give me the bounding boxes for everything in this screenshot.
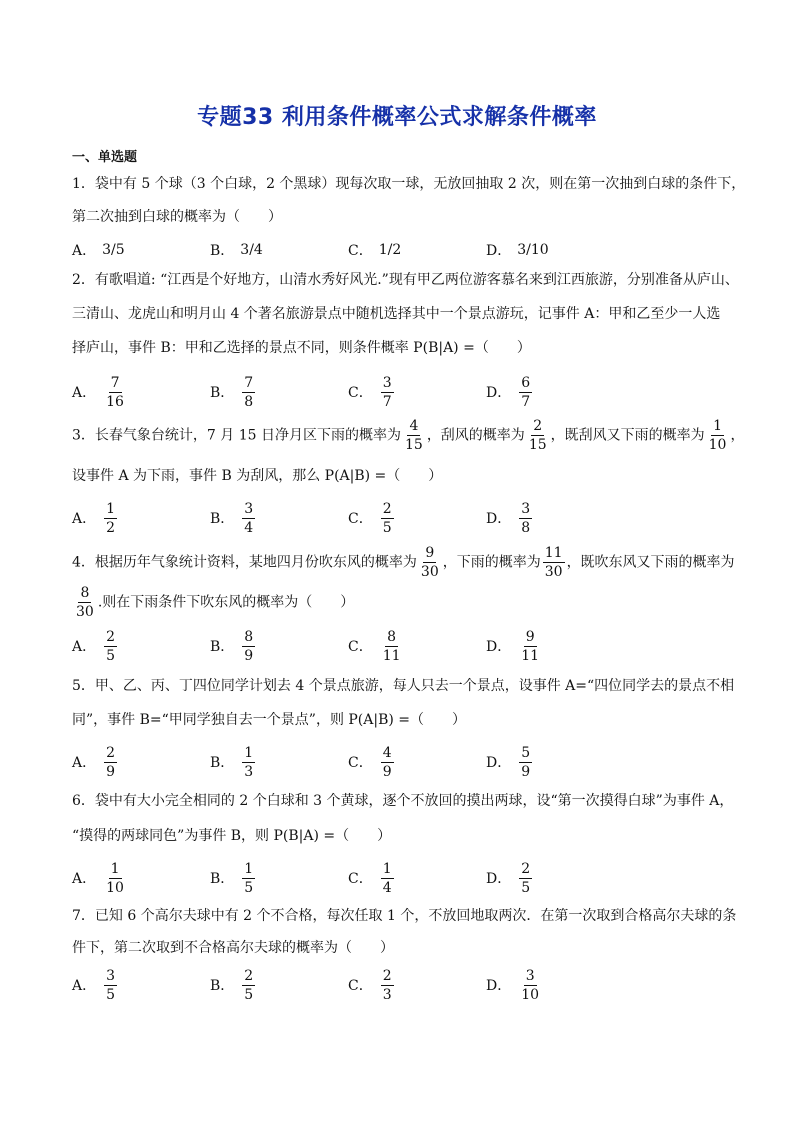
question-7-options (72, 965, 732, 1005)
fraction: $\frac{3}{4}$ (244, 500, 254, 536)
fraction: $\frac{5}{9}$ (521, 744, 531, 780)
question-2-line-2: 三清山、龙虎山和明月山 4 个著名旅游景点中随机选择其中一个景点游玩，记事件 A：甲和乙至少一人选 (72, 306, 721, 322)
q5-option-b[interactable]: B． $\frac{1}{3}$ (210, 744, 254, 780)
fraction: $\frac{2}{15}$ (528, 418, 547, 453)
q3-option-a[interactable]: A． $\frac{1}{2}$ (72, 500, 116, 536)
q7-option-b[interactable]: B． $\frac{2}{5}$ (210, 967, 254, 1003)
question-6-line-2: “摸得的两球同色”为事件 B，则 P(B|A) =（ ） (72, 828, 392, 844)
q6-option-b[interactable]: B． $\frac{1}{5}$ (210, 860, 254, 896)
question-7-line-2: 件下，第二次取到不合格高尔夫球的概率为（ ） (72, 940, 394, 956)
q7-option-d[interactable]: D． $\frac{3}{10}$ (486, 967, 540, 1003)
question-6-options (72, 858, 732, 898)
fraction: $\frac{1}{10}$ (708, 418, 727, 453)
q2-option-b[interactable]: B． $\frac{7}{8}$ (210, 374, 254, 410)
q5-option-d[interactable]: D． $\frac{5}{9}$ (486, 744, 531, 780)
q4-option-a[interactable]: A． $\frac{2}{5}$ (72, 628, 116, 664)
question-2-options (72, 372, 732, 412)
question-2-line-1: 2．有歌唱道: “江西是个好地方，山清水秀好风光.”现有甲乙两位游客慕名来到江西旅游，分别准备从庐山、 (72, 272, 739, 288)
fraction: $\frac{3}{10}$ (521, 967, 540, 1003)
question-7-line-1: 7．已知 6 个高尔夫球中有 2 个不合格，每次任取 1 个，不放回地取两次．在第一次取到合格高尔夫球的条 (72, 908, 737, 924)
question-1-line-2: 第二次抽到白球的概率为（ ） (72, 209, 282, 225)
question-3-line-1: 3．长春气象台统计，7 月 15 日净月区下雨的概率为 $\frac{4}{15}$ ，刮风的概率为 $\frac{2}{15}$ ，既刮风又下雨的概率为 $\frac{1}{10}$ ， (72, 418, 745, 453)
question-5-line-1: 5．甲、乙、丙、丁四位同学计划去 4 个景点旅游，每人只去一个景点，设事件 A=“四位同学去的景点不相 (72, 678, 735, 694)
q3-option-d[interactable]: D． $\frac{3}{8}$ (486, 500, 531, 536)
section-heading: 一、单选题 (72, 150, 138, 165)
fraction: $\frac{4}{9}$ (382, 744, 392, 780)
fraction: $\frac{1}{5}$ (244, 860, 254, 896)
q1-option-c[interactable]: C． 1/2 (348, 242, 402, 259)
question-1-options (72, 240, 732, 260)
q6-option-d[interactable]: D． $\frac{2}{5}$ (486, 860, 531, 896)
fraction: $\frac{6}{7}$ (521, 374, 531, 410)
q4-option-b[interactable]: B． $\frac{8}{9}$ (210, 628, 254, 664)
q7-option-c[interactable]: C． $\frac{2}{3}$ (348, 967, 392, 1003)
question-5-options (72, 742, 732, 782)
q5-option-a[interactable]: A． $\frac{2}{9}$ (72, 744, 116, 780)
q6-option-a[interactable]: A． $\frac{1}{10}$ (72, 860, 124, 896)
fraction: $\frac{3}{5}$ (106, 967, 116, 1003)
q6-option-c[interactable]: C． $\frac{1}{4}$ (348, 860, 392, 896)
q7-option-a[interactable]: A． $\frac{3}{5}$ (72, 967, 116, 1003)
q3-option-b[interactable]: B． $\frac{3}{4}$ (210, 500, 254, 536)
question-3-line-2: 设事件 A 为下雨，事件 B 为刮风，那么 P(A|B) =（ ） (72, 468, 443, 484)
question-6-line-1: 6．袋中有大小完全相同的 2 个白球和 3 个黄球，逐个不放回的摸出两球，设“第一次摸得白球”为事件 A， (72, 793, 734, 809)
fraction: $\frac{1}{10}$ (106, 860, 124, 896)
question-2-line-3: 择庐山，事件 B：甲和乙选择的景点不同，则条件概率 P(B|A) =（ ） (72, 340, 531, 356)
fraction: $\frac{9}{30}$ (420, 545, 439, 580)
fraction: $\frac{2}{5}$ (382, 500, 392, 536)
q3-option-c[interactable]: C． $\frac{2}{5}$ (348, 500, 392, 536)
fraction: $\frac{2}{5}$ (244, 967, 254, 1003)
q1-option-b[interactable]: B． 3/4 (210, 242, 263, 259)
q2-option-c[interactable]: C． $\frac{3}{7}$ (348, 374, 392, 410)
fraction: $\frac{2}{5}$ (521, 860, 531, 896)
question-4-options (72, 626, 732, 666)
q2-option-a[interactable]: A． $\frac{7}{16}$ (72, 374, 124, 410)
question-3-options (72, 498, 732, 538)
fraction: $\frac{3}{8}$ (521, 500, 531, 536)
question-4-line-1: 4．根据历年气象统计资料，某地四月份吹东风的概率为 $\frac{9}{30}$ ，下雨的概率为 $\frac{11}{30}$ ，既吹东风又下雨的概率为 (72, 545, 735, 580)
q5-option-c[interactable]: C． $\frac{4}{9}$ (348, 744, 392, 780)
question-5-line-2: 同”，事件 B=“甲同学独自去一个景点”，则 P(A|B) =（ ） (72, 712, 467, 728)
fraction: $\frac{1}{3}$ (244, 744, 254, 780)
q1-option-d[interactable]: D． 3/10 (486, 242, 549, 259)
q4-option-d[interactable]: D． $\frac{9}{11}$ (486, 628, 540, 664)
fraction: $\frac{9}{11}$ (521, 628, 540, 664)
fraction: $\frac{8}{30}$ (76, 585, 94, 620)
fraction: $\frac{4}{15}$ (404, 418, 423, 453)
q2-option-d[interactable]: D． $\frac{6}{7}$ (486, 374, 531, 410)
question-4-line-2: $\frac{8}{30}$ .则在下雨条件下吹东风的概率为（ ） (76, 585, 355, 620)
question-1-line-1: 1．袋中有 5 个球（3 个白球，2 个黑球）现每次取一球，无放回抽取 2 次，则在第一次抽到白球的条件下， (72, 176, 746, 192)
fraction: $\frac{3}{7}$ (382, 374, 392, 410)
fraction: $\frac{8}{11}$ (382, 628, 401, 664)
fraction: $\frac{1}{4}$ (382, 860, 392, 896)
fraction: $\frac{1}{2}$ (106, 500, 116, 536)
fraction: $\frac{11}{30}$ (544, 545, 563, 580)
page-title: 专题33 利用条件概率公式求解条件概率 (197, 105, 597, 130)
fraction: $\frac{8}{9}$ (244, 628, 254, 664)
q4-option-c[interactable]: C． $\frac{8}{11}$ (348, 628, 401, 664)
q1-option-a[interactable]: A． 3/5 (72, 242, 125, 259)
fraction: $\frac{7}{16}$ (106, 374, 124, 410)
fraction: $\frac{2}{3}$ (382, 967, 392, 1003)
fraction: $\frac{2}{9}$ (106, 744, 116, 780)
fraction: $\frac{2}{5}$ (106, 628, 116, 664)
fraction: $\frac{7}{8}$ (244, 374, 254, 410)
